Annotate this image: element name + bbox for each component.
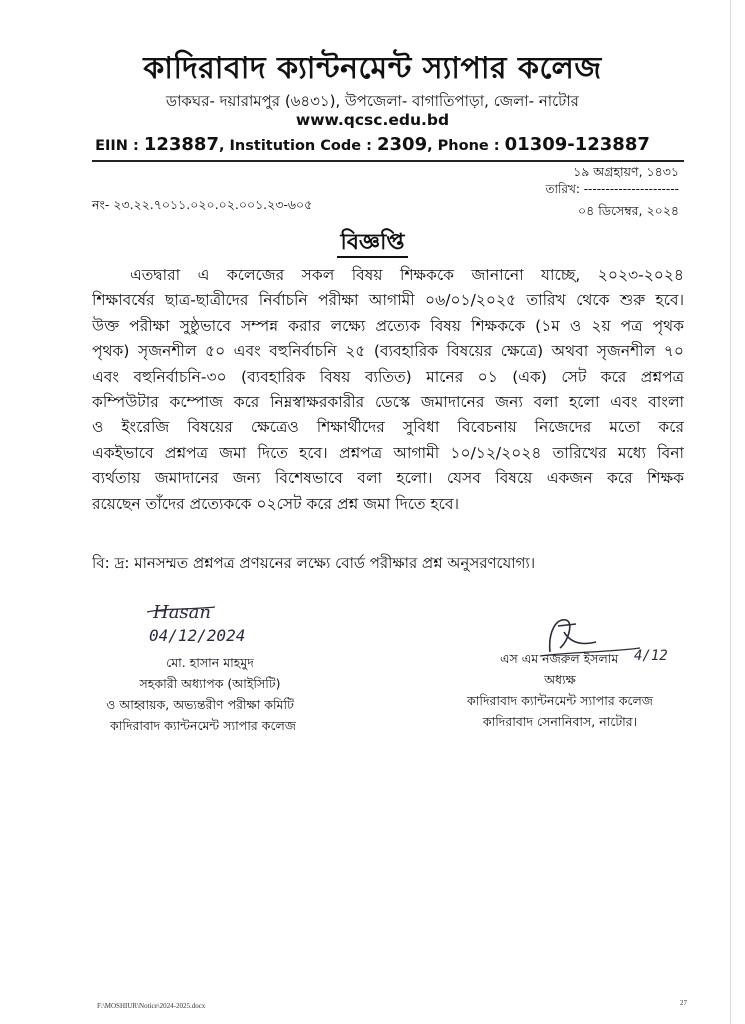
- notice-body: [92, 263, 684, 517]
- body-line: রয়েছেন তাঁদের প্রত্যেককে ০২সেট করে প্রশ্ন জমা দিতে হবে।: [92, 494, 460, 513]
- signatory-left-details: [105, 652, 315, 736]
- signatory-right-institution: কাদিরাবাদ ক্যান্টনমেন্ট স্যাপার কলেজ: [467, 693, 653, 708]
- handwritten-date-right: 4/12: [634, 648, 668, 664]
- english-date: ০৪ ডিসেম্বর, ২০২৪: [578, 203, 679, 218]
- bengali-date: ১৯ অগ্রহায়ণ, ১৪৩১: [573, 164, 679, 179]
- body-line: উক্ত পরীক্ষা সুষ্ঠুভাবে সম্পন্ন করার লক্ষ্যে প্রত্যেক বিষয় শিক্ষককে (১ম ও ২য় পত্র পৃথক: [92, 316, 684, 335]
- handwritten-name: Hasan: [153, 602, 211, 623]
- signatory-right-location: কাদিরাবাদ সেনানিবাস, নাটোর।: [482, 714, 638, 729]
- college-name: কাদিরাবাদ ক্যান্টনমেন্ট স্যাপার কলেজ: [143, 51, 602, 86]
- handwritten-signature-left: [145, 598, 295, 646]
- phone-value: 01309-123887: [504, 134, 650, 155]
- institution-code-label: , Institution Code :: [218, 138, 377, 154]
- date-label: তারিখ: ----------------------: [545, 182, 679, 196]
- eiin-label: EIIN :: [95, 138, 144, 154]
- body-line: কম্পিউটার কম্পোজ করে নিম্নস্বাক্ষরকারীর ডেস্কে জমাদানের জন্য বলা হলো এবং বাংলা: [92, 393, 684, 412]
- signatory-left-institution: কাদিরাবাদ ক্যান্টনমেন্ট স্যাপার কলেজ: [110, 718, 296, 733]
- footer-file-path: F:\MOSHIUR\Notice\2024-2025.docx: [97, 1002, 206, 1010]
- body-line: ও ইংরেজি বিষয়ের ক্ষেত্রেও শিক্ষার্থীদের সুবিধা বিবেচনায় নিজেদের মতো করে: [92, 418, 684, 437]
- institution-code-value: 2309: [377, 134, 428, 155]
- phone-label: , Phone :: [427, 138, 505, 154]
- signatory-left-designation: সহকারী অধ্যাপক (আইসিটি): [139, 676, 281, 691]
- body-line: পৃথক) সৃজনশীল ৫০ এবং বহুনির্বাচনি ২৫ (ব্যবহারিক বিষয়ের ক্ষেত্রে) অথবা সৃজনশীল ৭০: [92, 342, 684, 361]
- body-line: ব্যর্থতায় জমাদানের জন্য বিশেষভাবে বলা হলো। যেসব বিষয়ে একজন করে শিক্ষক: [92, 469, 684, 488]
- institution-info-line: [0, 134, 745, 155]
- memo-number: নং- ২৩.২২.৭০১১.০২০.০২.০০১.২৩-৬০৫: [92, 197, 313, 212]
- body-line: এতদ্বারা এ কলেজের সকল বিষয় শিক্ষককে জানানো যাচ্ছে, ২০২৩-২০২৪: [130, 266, 684, 284]
- footnote: বি: দ্র: মানসম্মত প্রশ্নপত্র প্রণয়নের লক্ষ্যে বোর্ড পরীক্ষার প্রশ্ন অনুসরণযোগ্য।: [92, 554, 536, 572]
- signatory-right-name: এস এম নজরুল ইসলাম: [500, 651, 619, 666]
- notice-title: [0, 225, 745, 262]
- signatory-right-name-wrap: [450, 648, 650, 669]
- handwritten-date-left: 04/12/2024: [149, 626, 246, 645]
- body-line: একইভাবে প্রশ্নপত্র জমা দিতে হবে। প্রশ্নপত্র আগামী ১০/১২/২০২৪ তারিখের মধ্যে বিনা: [92, 443, 684, 462]
- footer-page-number: 27: [680, 999, 687, 1007]
- signatory-left-role: ও আহ্বায়ক, অভ্যন্তরীণ পরীক্ষা কমিটি: [106, 697, 294, 712]
- body-line: এবং বহুনির্বাচনি-৩০ (ব্যবহারিক বিষয় ব্যতিত) মানের ০১ (এক) সেট করে প্রশ্নপত্র: [92, 367, 684, 386]
- signatory-right-designation: অধ্যক্ষ: [544, 672, 576, 687]
- eiin-value: 123887: [143, 134, 219, 155]
- college-website: www.qcsc.edu.bd: [295, 111, 450, 129]
- signatory-right-details: [440, 669, 680, 732]
- header-divider: [92, 160, 684, 162]
- college-address: ডাকঘর- দয়ারামপুর (৬৪৩১), উপজেলা- বাগাতিপাড়া, জেলা- নাটোর: [166, 92, 579, 110]
- notice-title-text: বিজ্ঞপ্তি: [337, 230, 409, 258]
- body-line: শিক্ষাবর্ষের ছাত্র-ছাত্রীদের নির্বাচনি পরীক্ষা আগামী ০৬/০১/২০২৫ তারিখ থেকে শুরু হবে।: [92, 291, 684, 310]
- signatory-left-name: মো. হাসান মাহমুদ: [166, 655, 254, 670]
